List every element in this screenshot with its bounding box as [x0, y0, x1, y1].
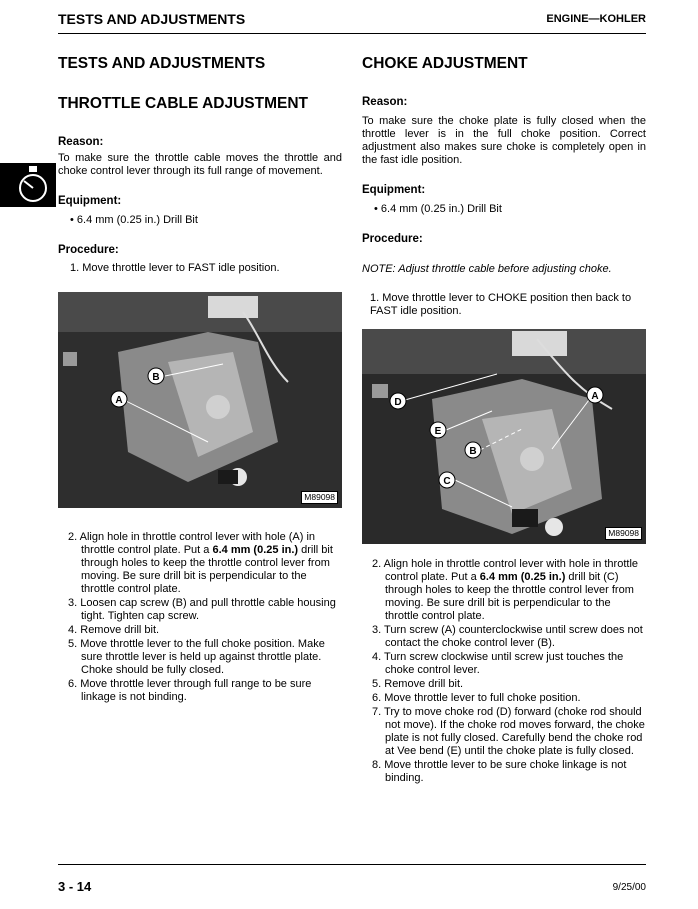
svg-text:D: D: [394, 397, 402, 408]
procedure-label: Procedure:: [58, 244, 119, 256]
procedure-steps: [362, 558, 646, 785]
running-header-section: ENGINE—KOHLER: [546, 13, 646, 25]
figure-code: M89098: [605, 527, 642, 540]
procedure-step-6: 6. Move throttle lever through full range to be sure linkage is not binding.: [68, 678, 312, 703]
procedure-step-8: 8. Move throttle lever to be sure choke linkage is not binding.: [372, 759, 627, 784]
callout-b: [465, 442, 481, 458]
svg-text:A: A: [591, 391, 599, 402]
equipment-item: • 6.4 mm (0.25 in.) Drill Bit: [70, 214, 198, 226]
equipment-label: Equipment:: [58, 195, 122, 207]
procedure-step-2: 2. Align hole in throttle control lever with hole in throttle control plate. Put a 6.4 mm (0.25 in.) drill bit (C) through holes to keep the throttle control lever from moving. Be sure drill bit is perpendicular to the throttle control plate.: [372, 558, 638, 622]
choke-figure: [362, 329, 646, 544]
callout-a: [587, 387, 603, 403]
left-column: [58, 55, 342, 705]
callout-d: [390, 393, 406, 409]
footer-rule: [58, 864, 646, 865]
right-column: [362, 55, 646, 786]
throttle-cable-title: THROTTLE CABLE ADJUSTMENT: [58, 95, 308, 112]
choke-title: CHOKE ADJUSTMENT: [362, 55, 528, 72]
procedure-step-1: 1. Move throttle lever to CHOKE position then back to FAST idle position.: [370, 292, 632, 317]
throttle-figure: [58, 292, 342, 508]
header-rule: [58, 33, 646, 34]
procedure-steps: [58, 531, 342, 704]
note: NOTE: Adjust throttle cable before adjusting choke.: [362, 263, 612, 275]
callout-c: [439, 472, 455, 488]
procedure-step-7: 7. Try to move choke rod (D) forward (choke rod should not move). If the choke rod moves forward, the choke plate is not fully closed. Carefully bend the choke rod at Vee bend (E) until the choke plate is fully closed.: [372, 706, 645, 757]
reason-label: Reason:: [362, 96, 408, 108]
page-number: 3 - 14: [58, 879, 92, 894]
stopwatch-icon: [0, 163, 56, 207]
reason-text: To make sure the choke plate is fully closed when the throttle lever is in the full choke position. Correct adjustment also makes sure choke is completely open in the fast idle position.: [362, 115, 646, 166]
running-header-title: TESTS AND ADJUSTMENTS: [58, 11, 246, 27]
procedure-step-2: 2. Align hole in throttle control lever with hole (A) in throttle control plate. Put a 6.4 mm (0.25 in.) drill bit through holes to keep the throttle control lever from moving. Be sure drill bit is perpendicular to the throttle control plate.: [68, 531, 333, 595]
figure-code: M89098: [301, 491, 338, 504]
page-date: 9/25/00: [612, 882, 646, 893]
svg-text:B: B: [152, 372, 160, 383]
procedure-step-5: 5. Remove drill bit.: [372, 678, 464, 690]
reason-text: To make sure the throttle cable moves the throttle and choke control lever through its full range of movement.: [58, 152, 342, 177]
svg-text:C: C: [443, 476, 451, 487]
procedure-label: Procedure:: [362, 233, 423, 245]
reason-label: Reason:: [58, 136, 104, 148]
callout-e: [430, 422, 446, 438]
procedure-step-5: 5. Move throttle lever to the full choke position. Make sure throttle lever is held up against throttle plate. Choke should be fully closed.: [68, 638, 325, 676]
procedure-step-6: 6. Move throttle lever to full choke position.: [372, 692, 581, 704]
section-tab: [0, 163, 56, 207]
procedure-step-4: 4. Turn screw clockwise until screw just touches the choke control lever.: [372, 651, 624, 676]
svg-text:E: E: [434, 426, 442, 437]
callout-a: [111, 391, 127, 407]
equipment-item: • 6.4 mm (0.25 in.) Drill Bit: [374, 203, 502, 215]
svg-text:A: A: [115, 395, 123, 406]
section-title: TESTS AND ADJUSTMENTS: [58, 55, 266, 72]
equipment-label: Equipment:: [362, 184, 426, 196]
procedure-step-4: 4. Remove drill bit.: [68, 624, 160, 636]
procedure-step-3: 3. Loosen cap screw (B) and pull throttle cable housing tight. Tighten cap screw.: [68, 597, 336, 622]
procedure-step-3: 3. Turn screw (A) counterclockwise until screw does not contact the choke control lever (B).: [372, 624, 643, 649]
callout-b: [148, 368, 164, 384]
procedure-step-1: 1. Move throttle lever to FAST idle position.: [70, 262, 280, 274]
svg-text:B: B: [469, 446, 477, 457]
